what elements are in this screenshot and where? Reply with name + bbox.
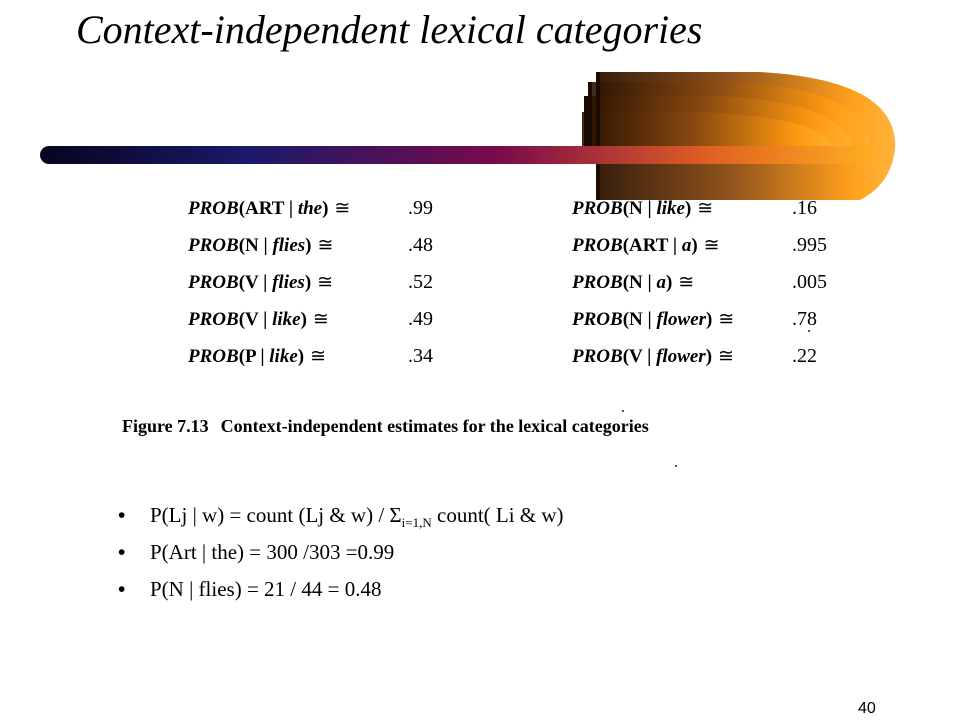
prob-row: PROB(N | a) ≅ .005: [572, 271, 827, 293]
prob-row: PROB(ART | the) ≅ .99: [188, 197, 433, 219]
list-item: [118, 577, 564, 614]
prob-value: .995: [792, 234, 827, 256]
figure-caption: [122, 416, 649, 437]
list-item: [118, 503, 564, 540]
prob-row: PROB(V | flies) ≅ .52: [188, 271, 433, 293]
formula-text: P(Art | the) = 300 /303 =0.99: [150, 540, 395, 564]
prob-value: .16: [792, 197, 817, 219]
page-number: 40: [858, 700, 876, 717]
prob-row: PROB(V | flower) ≅ .22: [572, 345, 817, 367]
prob-table-right: [572, 190, 827, 375]
scan-speck: [622, 410, 624, 412]
slide-title: Context-independent lexical categories: [76, 7, 703, 52]
prob-row: PROB(ART | a) ≅ .995: [572, 234, 827, 256]
prob-value: .48: [408, 234, 433, 256]
prob-value: .22: [792, 345, 817, 367]
scan-speck: [808, 330, 810, 332]
bullet-icon: •: [118, 504, 126, 527]
figure-number: Figure 7.13: [122, 416, 209, 436]
prob-row: PROB(N | like) ≅ .16: [572, 197, 817, 219]
prob-value: .99: [408, 197, 433, 219]
prob-table-left: [188, 190, 433, 375]
formula-text: P(Lj | w) = count (Lj & $w) / \Sigma_{i=1,N}$ count( Li & w): [150, 503, 564, 531]
prob-row: PROB(N | flies) ≅ .48: [188, 234, 433, 256]
list-item: [118, 540, 564, 577]
prob-value: .49: [408, 308, 433, 330]
bullet-icon: •: [118, 578, 126, 601]
prob-value: .005: [792, 271, 827, 293]
formula-text: P(N | flies) = 21 / 44 = 0.48: [150, 577, 382, 601]
prob-row: PROB(V | like) ≅ .49: [188, 308, 433, 330]
figure-caption-text: Context-independent estimates for the lexical categories: [220, 416, 649, 436]
prob-value: .78: [792, 308, 817, 330]
prob-row: PROB(P | like) ≅ .34: [188, 345, 433, 367]
prob-row: PROB(N | flower) ≅ .78: [572, 308, 817, 330]
scan-speck: [675, 465, 677, 467]
prob-value: .52: [408, 271, 433, 293]
bullet-list: [118, 503, 564, 614]
prob-value: .34: [408, 345, 433, 367]
decorative-swoosh-bar: [0, 0, 960, 200]
bullet-icon: •: [118, 541, 126, 564]
